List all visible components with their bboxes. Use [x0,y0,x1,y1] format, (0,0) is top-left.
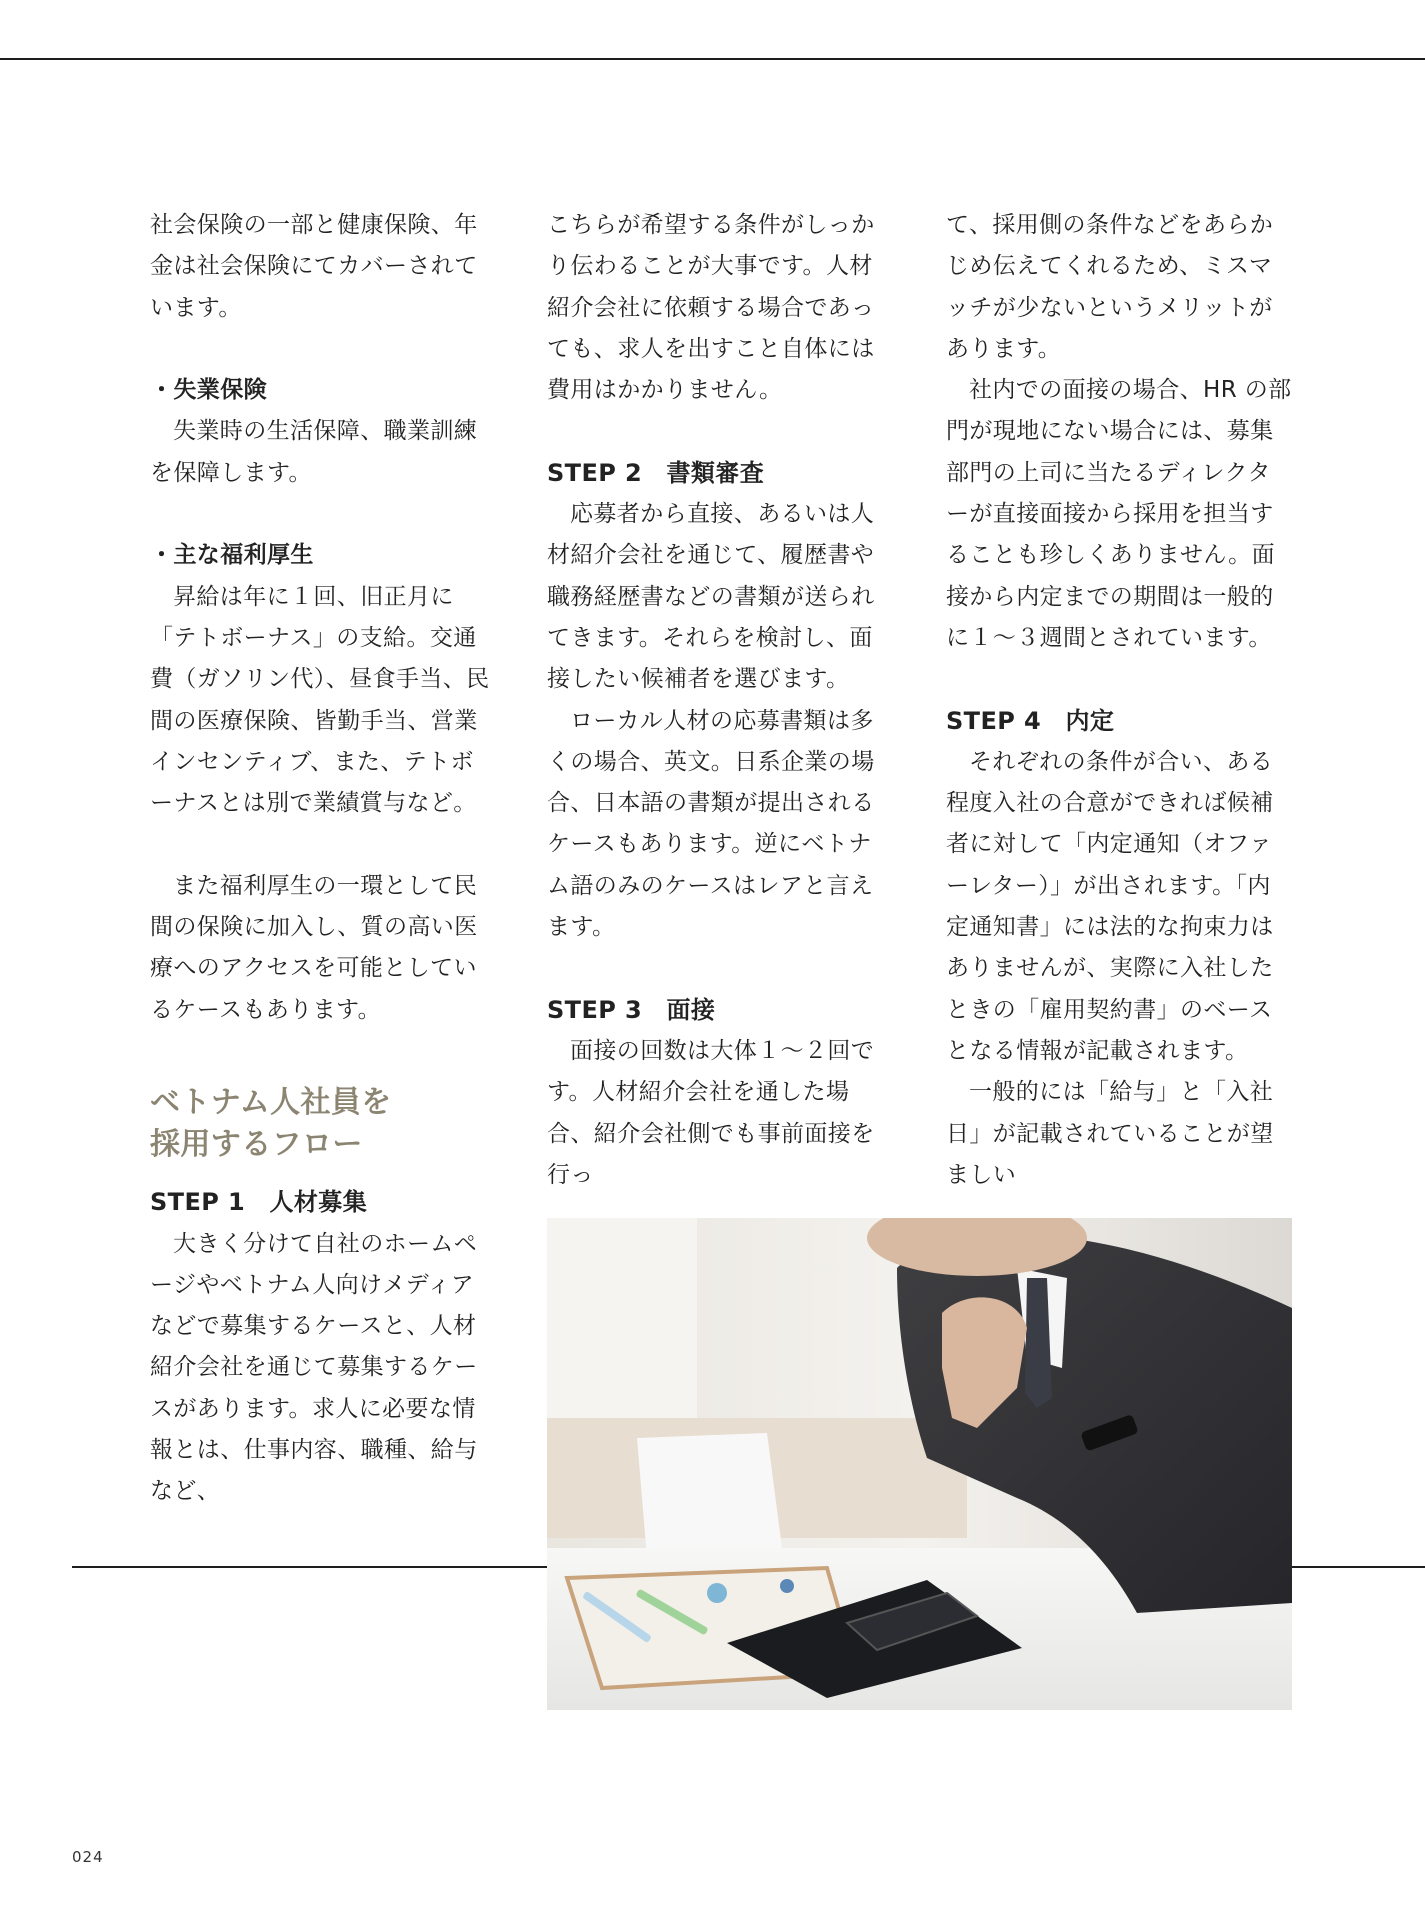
step1-body: 大きく分けて自社のホームページやベトナム人向けメディアなどで募集するケースと、人材紹介会社を通じて募集するケースがあります。求人に必要な情報とは、仕事内容、職種、給与など、 [150,1230,478,1505]
step4-body-2: 一般的には「給与」と「入社日」が記載されていることが望ましい [946,1079,1274,1188]
section-title-line-2: 採用するフロー [150,1127,363,1163]
step4-body: それぞれの条件が合い、ある程度入社の合意ができれば候補者に対して「内定通知（オファーレター）」が出されます。「内定通知書」には法的な拘束力はありませんが、実際に入社したときの「雇用契約書」のベースとなる情報が記載されます。 [946,748,1274,1064]
top-rule [0,58,1425,60]
step2-body-2: ローカル人材の応募書類は多くの場合、英文。日系企業の場合、日本語の書類が提出されるケースもあります。逆にベトナム語のみのケースはレアと言えます。 [547,707,875,941]
chart-dots [780,1579,794,1593]
step2-body: 応募者から直接、あるいは人材紹介会社を通じて、履歴書や職務経歴書などの書類が送られてきます。それらを検討し、面接したい候補者を選びます。 [547,501,875,693]
welfare-body-2: また福利厚生の一環として民間の保険に加入し、質の高い医療へのアクセスを可能としているケースもあります。 [150,872,478,1023]
page-number: 024 [72,1848,104,1866]
step2-heading: STEP 2 書類審査 [547,458,765,487]
welfare-heading: ・主な福利厚生 [150,542,314,569]
section-title [150,1082,496,1166]
bottom-rule-right [1292,1566,1425,1568]
step3-body: 面接の回数は大体１〜２回です。人材紹介会社を通した場合、紹介会社側でも事前面接を行っ [547,1037,875,1188]
interview-photo [547,1218,1292,1710]
welfare-body: 昇給は年に１回、旧正月に「テトボーナス」の支給。交通費（ガソリン代）、昼食手当、民間の医療保険、皆勤手当、営業インセンティブ、また、テトボーナスとは別で業績賞与など。 [150,583,490,817]
bottom-rule-left [72,1566,547,1568]
section-title-line-1: ベトナム人社員を [150,1085,392,1121]
column-3 [946,205,1292,1196]
white-chair [637,1433,782,1558]
step1-heading: STEP 1 人材募集 [150,1188,368,1217]
col3-paragraph-2: 社内での面接の場合、HR の部門が現地にない場合には、募集部門の上司に当たるディレクターが直接面接から採用を担当することも珍しくありません。面接から内定までの期間は一般的に１〜３週間とされています。 [946,377,1292,651]
chart-circle [707,1583,727,1603]
unemployment-heading: ・失業保険 [150,377,267,404]
column-2 [547,205,893,1196]
col3-continued-paragraph: て、採用側の条件などをあらかじめ伝えてくれるため、ミスマッチが少ないというメリットがあります。 [946,212,1274,362]
intro-paragraph: 社会保険の一部と健康保険、年金は社会保険にてカバーされています。 [150,212,478,321]
step3-heading: STEP 3 面接 [547,995,716,1024]
col2-continued-paragraph: こちらが希望する条件がしっかり伝わることが大事です。人材紹介会社に依頼する場合であっても、求人を出すこと自体には費用はかかりません。 [547,212,875,404]
step4-heading: STEP 4 内定 [946,706,1115,735]
column-1 [150,205,496,1513]
unemployment-body: 失業時の生活保障、職業訓練を保障します。 [150,418,478,486]
